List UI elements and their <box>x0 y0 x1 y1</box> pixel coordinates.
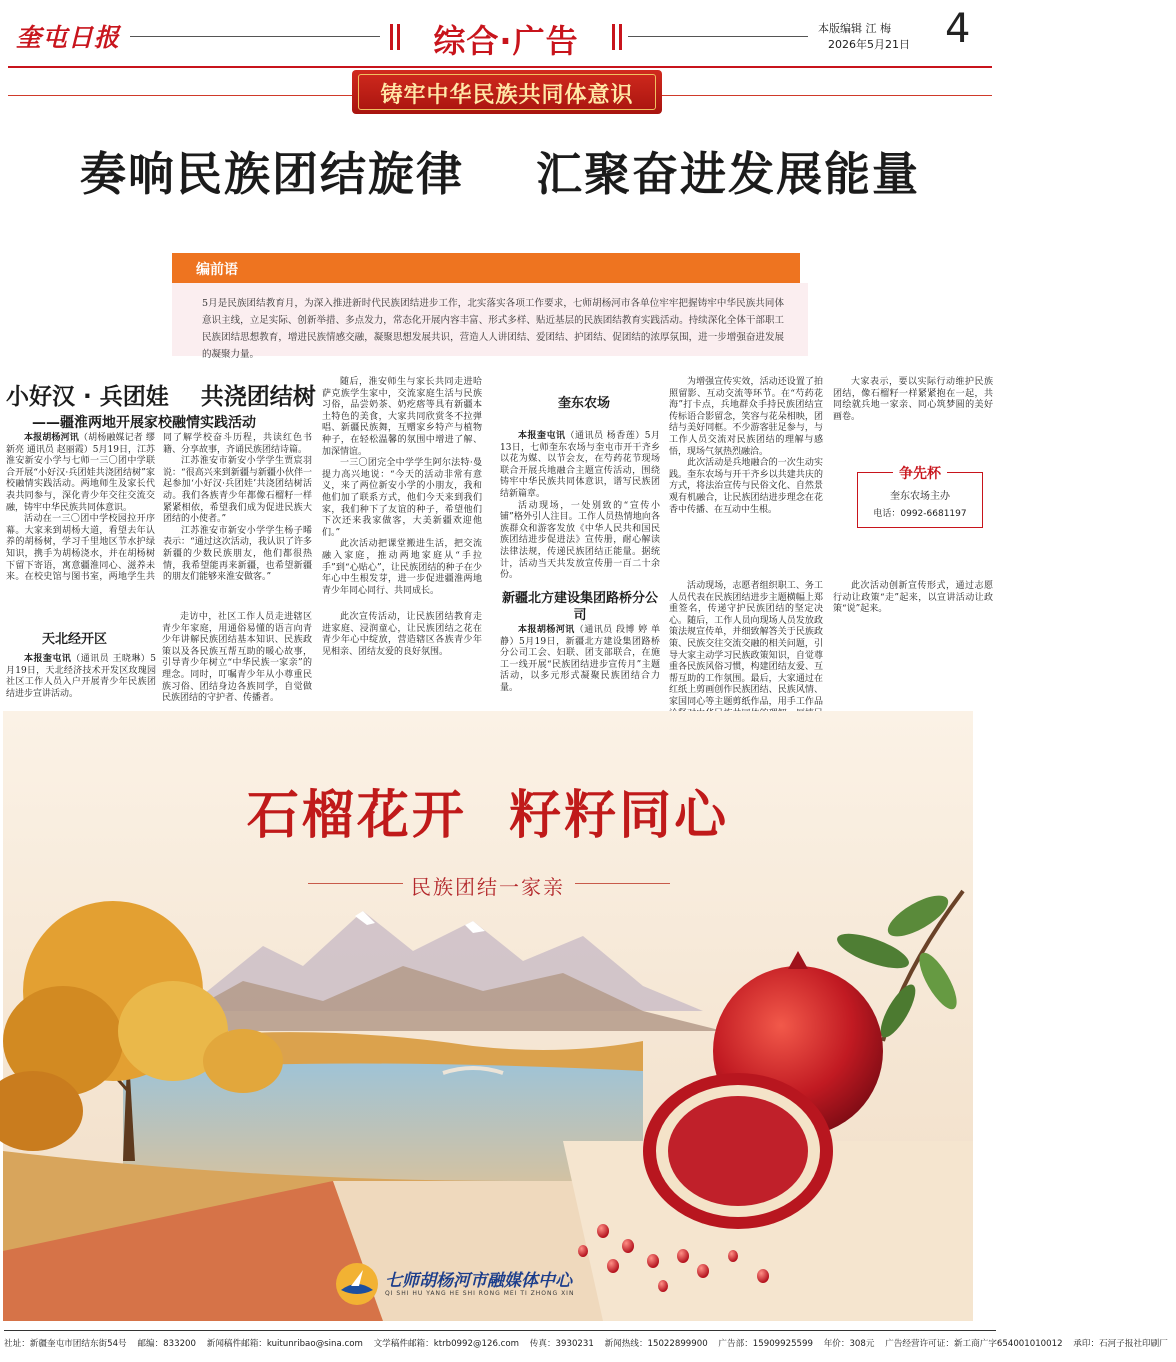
article-heading: 奎东农场 <box>558 396 611 411</box>
article-paragraph: 一三〇团完全中学学生阿尔法特·曼提力高兴地说：“今天的活动非常有意义，来了两位新安小学的小朋友，我和他们加了联系方式，他们今天来到我们家，我们种下了友谊的种子，希望他们下次还来我家做客，大美新疆欢迎他们。” <box>322 458 482 538</box>
article-body <box>833 581 993 694</box>
advertisement <box>3 711 973 1321</box>
article-paragraph: （通讯员 王晓琳）5月19日，天北经济技术开发区玫瑰园社区工作人员入户开展青少年民族团结进步宣讲活动。 <box>6 654 156 699</box>
editor-note-bar <box>172 253 800 283</box>
footer-literature-email: 文学稿件邮箱：ktrb0992@126.com <box>373 1339 520 1349</box>
masthead-logo: 奎屯日报 <box>16 23 121 52</box>
article-paragraph: 大家表示，要以实际行动维护民族团结，像石榴籽一样紧紧抱在一起，共同绘就兵地一家亲、同心筑梦圆的美好画卷。 <box>833 377 993 422</box>
article-paragraph: 为增强宣传实效，活动还设置了拍照留影、互动交流等环节。在“芍药花海”打卡点，兵地群众手持民族团结宣传标语合影留念，笑容与花朵相映，团结与美好同框。不少游客驻足参与，与工作人员交流对民族团结的理解与感悟，现场气氛热烈融洽。 <box>669 377 823 457</box>
ad-subtitle: 民族团结一家亲 <box>411 875 565 899</box>
article-subtitle: ——疆淮两地开展家校融情实践活动 <box>32 415 256 431</box>
media-center-name: 七师胡杨河市融媒体中心 <box>385 1271 572 1291</box>
article-paragraph: 活动现场，志愿者组织职工、务工人员代表在民族团结进步主题横幅上郑重签名，传递守护民族团结的坚定决心。随后，工作人员向现场人员发放政策法规宣传单，并细致解答关于民族政策、民族交往交流交融的相关问题，引导大家主动学习民族政策知识，自觉尊重各民族风俗习惯，构建团结友爱、互帮互助的工作氛围。最后，大家通过在红纸上剪画创作民族团结、民族风情、家国同心等主题剪纸作品，用手工作品 <box>669 581 823 707</box>
contest-phone: 电话：0992-6681197 <box>873 509 967 519</box>
article-body <box>322 612 482 694</box>
article-paragraph: 此次活动是兵地融合的一次生动实践。奎东农场与开干齐乡以共建共庆的方式，将法治宣传与民俗文化、自然景观有机融合，让民族团结进步理念在花香中传播、在互动中生根。 <box>669 458 823 515</box>
media-center-logo <box>333 1260 653 1308</box>
article-paragraph: 江苏淮安市新安小学学生贾宸羽说：“很高兴来到新疆与新疆小伙伴一起参加‘小好汉·兵团娃’共浇团结树活动。我们各族青少年都像石榴籽一样紧紧相依，希望我们成为促进民族大团结的小使者。” <box>163 456 312 525</box>
header-divider <box>628 36 808 37</box>
tree-foliage <box>203 1029 283 1093</box>
article-paragraph: 此次活动把课堂搬进生活，把交流融入家庭，推动两地家庭从“手拉手”到“心贴心”，让民族团结的种子在少年心中生根发芽，进一步促进疆淮两地青少年同心同行、共同成长。 <box>322 539 482 596</box>
article-heading: 天北经开区 <box>42 632 108 647</box>
page-editor: 本版编辑 江 梅 <box>818 22 891 35</box>
article-body <box>6 654 156 699</box>
section-title-bar <box>619 24 622 50</box>
article-paragraph: 活动现场，一处别致的“宣传小铺”格外引人注目。工作人员热情地向各族群众和游客发放《中华人民共和国民族团结进步促进法》宣传册，耐心解读法律法规，传递民族团结正能量。据统计，活动当天共发放宣传册一百二十余份。 <box>500 500 660 581</box>
footer-news-email: 新闻稿件邮箱：kuitunribao@sina.com <box>206 1339 363 1349</box>
media-center-pinyin: QI SHI HU YANG HE SHI RONG MEI TI ZHONG XIN <box>385 1290 575 1297</box>
footer-printer: 承印：石河子报社印刷厂 <box>1073 1339 1168 1349</box>
page-headline: 奏响民族团结旋律 汇聚奋进发展能量 <box>79 147 921 201</box>
footer-price: 年价：308元 <box>823 1339 875 1349</box>
section-title-bar <box>390 24 393 50</box>
theme-banner <box>352 70 662 114</box>
article-byline: 本报奎屯讯 <box>24 654 72 664</box>
article-heading: 新疆北方建设集团路桥分公司 <box>501 591 658 623</box>
article-paragraph: 江苏淮安市新安小学学生杨子晞表示：“通过这次活动，我认识了许多新疆的少数民族朋友，他们都很热情，我希望能再来新疆，也希望新疆的朋友们能够来淮安做客。” <box>163 525 312 583</box>
header-divider <box>130 36 380 37</box>
footer-postcode: 邮编：833200 <box>137 1339 196 1349</box>
article-paragraph: 此次活动创新宣传形式，通过志愿行动让政策“走”起来，以宣讲活动让政策“说”起来。 <box>833 581 993 615</box>
article-body <box>500 625 660 694</box>
article-body <box>500 431 660 595</box>
section-name: 综合·广告 <box>433 22 579 60</box>
contest-box <box>857 466 983 528</box>
footer-license: 广告经营许可证：新工商广字654001010012 <box>885 1339 1063 1349</box>
article-body <box>669 377 823 595</box>
article-paragraph: 活动在一三〇团中学校园拉开序幕。大家来到胡杨大道，看望去年认养的胡杨树，学习千里地区节水护绿知识，携手为胡杨浇水，并在胡杨树下留下寄语，寓意疆淮同心、滋养未来。在校史馆与图书室，两地学生共同了解学校奋斗历程，共读红色书籍、分享故事，齐诵民族团结诗篇。 <box>6 433 312 583</box>
article-paragraph: （通讯员 杨香莲）5月13日，七师奎东农场与奎屯市开干齐乡以花为媒、以节会友，在芍药花节现场联合开展兵地融合主题宣传活动，围绕铸牢中华民族共同体意识，谱写民族团结新篇章。 <box>500 431 660 499</box>
contest-host: 奎东农场主办 <box>890 491 950 502</box>
article-byline: 本报胡杨河讯 <box>518 625 575 635</box>
article-body <box>669 581 823 707</box>
contest-title-text: 争先杯 <box>893 466 947 482</box>
footer-address: 社址：新疆奎屯市团结东街54号 <box>4 1339 127 1349</box>
page-number: 4 <box>945 6 971 52</box>
editor-note <box>172 283 808 360</box>
ad-subtitle-rule <box>575 883 670 884</box>
article-paragraph: 随后，淮安师生与家长共同走进哈萨克族学生家中，交流家庭生活与民族习俗，品尝奶茶、奶疙瘩等具有新疆本土特色的美食，大家共同欣赏冬不拉弹唱、新疆民族舞，互赠家乡特产与植物种子，在轻松温馨的氛围中增进了解、加深情谊。 <box>322 377 482 457</box>
article-paragraph: 此次宣传活动，让民族团结教育走进家庭、浸润童心，让民族团结之花在青少年心中绽放，营造辖区各族青少年见相亲、团结友爱的良好氛围。 <box>322 612 482 657</box>
section-title <box>390 12 622 62</box>
footer-ad-dept: 广告部：15909925599 <box>718 1339 813 1349</box>
article-body <box>322 377 482 595</box>
article-paragraph: （通讯员 段博 婷 单静）5月19日，新疆北方建设集团路桥分公司工会、妇联、团支部联合，在施工一线开展“民族团结进步宣传月”主题活动，以多元形式凝聚民族团结合力量。 <box>500 625 660 693</box>
ad-title: 石榴花开 籽籽同心 <box>246 786 730 846</box>
editor-note-label: 编前语 <box>196 262 238 278</box>
article-body <box>162 612 312 704</box>
article-paragraph: 走访中，社区工作人员走进辖区青少年家庭，用通俗易懂的语言向青少年讲解民族团结基本知识、民族政策以及各民族互帮互助的暖心故事，引导青少年树立“中华民族一家亲”的理念。同时，叮嘱青少年从小尊重民族习俗、团结身边各族同学，自觉做民族团结的守护者、传播者。 <box>162 612 312 704</box>
article-body <box>6 433 312 595</box>
pomegranate-seeds <box>668 1096 808 1206</box>
editor-note-text: 5月是民族团结教育月，为深入推进新时代民族团结进步工作，北实落实各项工作要求，七师胡杨河市各单位牢牢把握铸牢中华民族共同体意识主线，立足实际、创新举措、多点发力，常态化开展内容丰富、形式多样、贴近基层的民族团结教育实践活动。持续深化全体干部职工民族团结思想教育，增进民族情感交融，凝聚思想发展共识，营造人人讲团结、爱团结、护团结、促团结的浓厚氛围，进一步增强奋进发展的凝聚力量。 <box>202 298 784 360</box>
contest-title <box>858 463 982 483</box>
footer-fax: 传真：3930231 <box>529 1339 594 1349</box>
article-paragraph: （胡杨融媒记者 缪新亮 通讯员 赵丽霞）5月19日，江苏淮安新安小学与七师一三〇团中学联合开展“小好汉·兵团娃共浇团结树”家校融情实践活动。两地师生及家长代表共同参与，深化青少年交往交流交融，铸牢中华民族共同体意识。 <box>6 433 155 513</box>
issue-date: 2026年5月21日 <box>828 38 910 51</box>
article-body <box>833 377 993 453</box>
footer <box>4 1337 1168 1349</box>
footer-hotline: 新闻热线：15022899900 <box>604 1339 708 1349</box>
section-title-bar <box>397 24 400 50</box>
section-title-bar <box>612 24 615 50</box>
article-title: 小好汉 · 兵团娃 共浇团结树 <box>6 384 316 410</box>
article-byline: 本报胡杨河讯 <box>24 433 79 443</box>
header-rule <box>8 66 992 68</box>
footer-rule <box>4 1330 996 1331</box>
article-byline: 本报奎屯讯 <box>518 431 566 441</box>
media-center-emblem-icon <box>333 1260 381 1308</box>
theme-banner-text: 铸牢中华民族共同体意识 <box>380 83 634 108</box>
